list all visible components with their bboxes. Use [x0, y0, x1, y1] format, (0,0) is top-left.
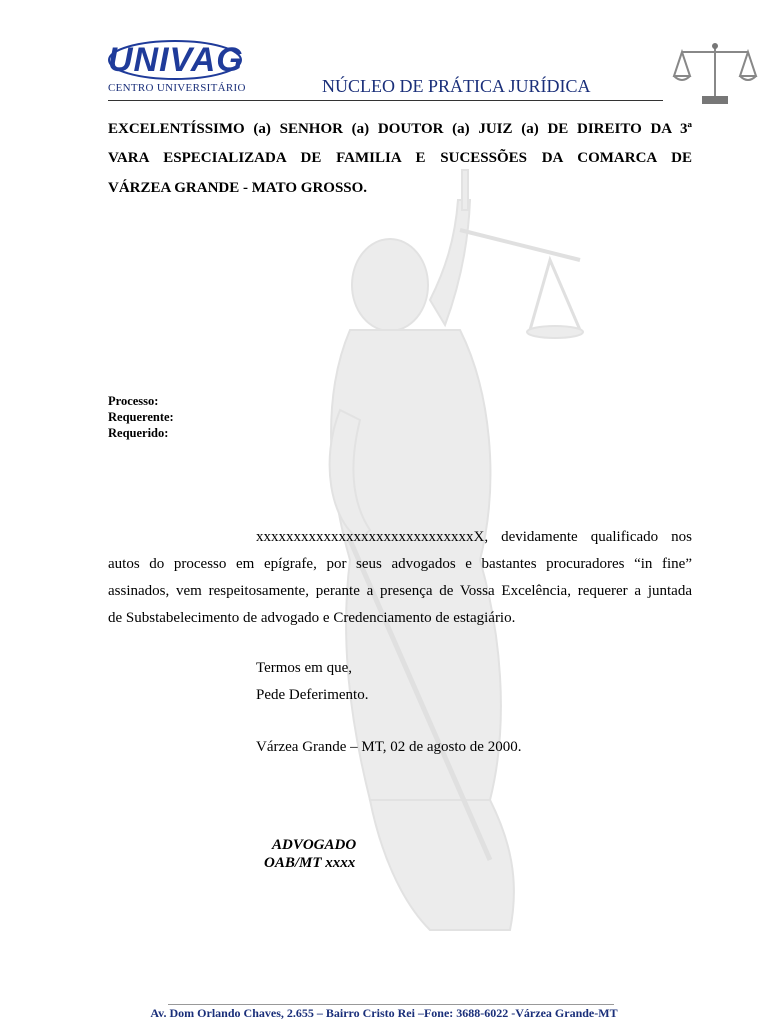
scales-of-justice-icon [672, 40, 758, 106]
signature-oab: OAB/MT xxxx [264, 855, 356, 871]
body-line-2: autos do processo em epígrafe, por seus advogados e bastantes procuradores “in fine” [108, 556, 692, 572]
header-divider [108, 100, 663, 101]
header-title: NÚCLEO DE PRÁTICA JURÍDICA [322, 76, 591, 96]
closing-line-2: Pede Deferimento. [256, 687, 369, 703]
case-requerente-label: Requerente: [108, 410, 174, 424]
date-line: Várzea Grande – MT, 02 de agosto de 2000. [256, 739, 522, 755]
body-line-4: de Substabelecimento de advogado e Credenciamento de estagiário. [108, 610, 516, 626]
address-line-1: EXCELENTÍSSIMO (a) SENHOR (a) DOUTOR (a) JUIZ (a) DE DIREITO DA 3ª [108, 121, 692, 137]
body-line-1: xxxxxxxxxxxxxxxxxxxxxxxxxxxxxX, devidamente qualificado nos [256, 529, 692, 545]
address-line-2: VARA ESPECIALIZADA DE FAMILIA E SUCESSÕES DA COMARCA DE [108, 150, 692, 166]
univag-logo [108, 40, 243, 80]
logo-text: UNIVAG [108, 41, 244, 79]
case-requerido-label: Requerido: [108, 426, 169, 440]
case-processo-label: Processo: [108, 394, 159, 408]
closing-line-1: Termos em que, [256, 660, 353, 676]
body-line-3: assinados, vem respeitosamente, perante a presença de Vossa Excelência, requerer a juntada [108, 583, 692, 599]
signature-role: ADVOGADO [272, 837, 357, 853]
footer-divider [168, 1004, 614, 1005]
footer-address: Av. Dom Orlando Chaves, 2.655 – Bairro Cristo Rei –Fone: 3688-6022 -Várzea Grande-MT [150, 1006, 618, 1020]
header-subtitle: CENTRO UNIVERSITÁRIO [108, 82, 246, 94]
address-line-3: VÁRZEA GRANDE - MATO GROSSO. [108, 180, 368, 196]
